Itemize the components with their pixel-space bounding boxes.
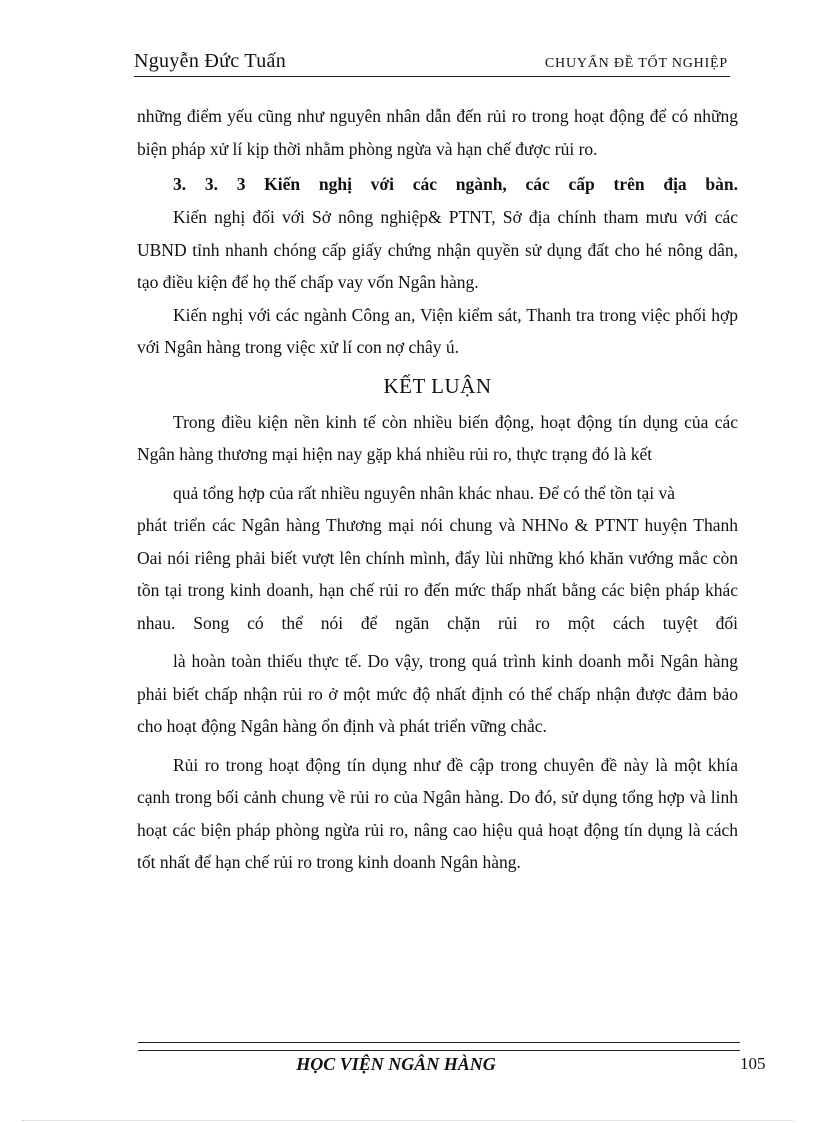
paragraph-7: Rủi ro trong hoạt động tín dụng như đề cập trong chuyên đề này là một khía cạnh trong bối cảnh chung về rủi ro của Ngân hàng. Do đó, sử dụng tổng hợp và linh hoạt các biện pháp phòng ngừa rủi ro, nâng cao hiệu quả hoạt động tín dụng là cách tốt nhất để hạn chế rủi ro trong kinh doanh Ngân hàng. [137,754,738,872]
conclusion-title: KẾT LUẬN [383,373,492,398]
footer-rule [138,1042,740,1051]
section-heading: 3. 3. 3 Kiến nghị với các ngành, các cấp trên địa bàn. [173,174,738,194]
paragraph-5: phát triển các Ngân hàng Thương mại nói chung và NHNo & PTNT huyện Thanh Oai nói riêng phải biết vượt lên chính mình, đẩy lùi những khó khăn vướng mắc còn tồn tại trong kinh doanh, hạn chế rủi ro đến mức thấp nhất bằng các biện pháp khác nhau. Song có thể nói để ngăn chặn rủi ro một cách tuyệt đối [137,515,738,633]
footer-institution: HỌC VIỆN NGÂN HÀNG [296,1054,496,1074]
paragraph-1: những điểm yếu cũng như nguyên nhân dẫn đến rủi ro trong hoạt động để có những biện pháp xử lí kịp thời nhằm phòng ngừa và hạn chế được rủi ro. [137,106,738,159]
page-bottom-divider [22,1120,794,1121]
paragraph-3: Kiến nghị với các ngành Công an, Viện kiểm sát, Thanh tra trong việc phối hợp với Ngân hàng trong việc xử lí con nợ chây ú. [137,304,738,357]
paragraph-5-first-line: quả tổng hợp của rất nhiều nguyên nhân khác nhau. Để có thể tồn tại và [173,482,676,503]
page-number: 105 [740,1054,766,1073]
paragraph-4: Trong điều kiện nền kinh tế còn nhiều biến động, hoạt động tín dụng của các Ngân hàng thương mại hiện nay gặp khá nhiều rủi ro, thực trạng đó là kết [137,411,738,464]
page-body [137,100,738,879]
author-name: Nguyễn Đức Tuấn [134,50,287,72]
document-type-title: CHUYẤN ĐỀ TỐT NGHIỆP [544,56,728,71]
page-header [134,50,730,77]
paragraph-2: Kiến nghị đối với Sở nông nghiệp& PTNT, Sở địa chính tham mưu với các UBND tỉnh nhanh chóng cấp giấy chứng nhận quyền sử dụng đất cho hé nông dân, tạo điều kiện để họ thế chấp vay vốn Ngân hàng. [137,207,738,292]
paragraph-6: là hoàn toàn thiếu thực tế. Do vậy, trong quá trình kinh doanh mỗi Ngân hàng phải biết chấp nhận rủi ro ở một mức độ nhất định có thể chấp nhận được đảm bảo cho hoạt động Ngân hàng ổn định và phát triển vững chắc. [137,651,738,736]
